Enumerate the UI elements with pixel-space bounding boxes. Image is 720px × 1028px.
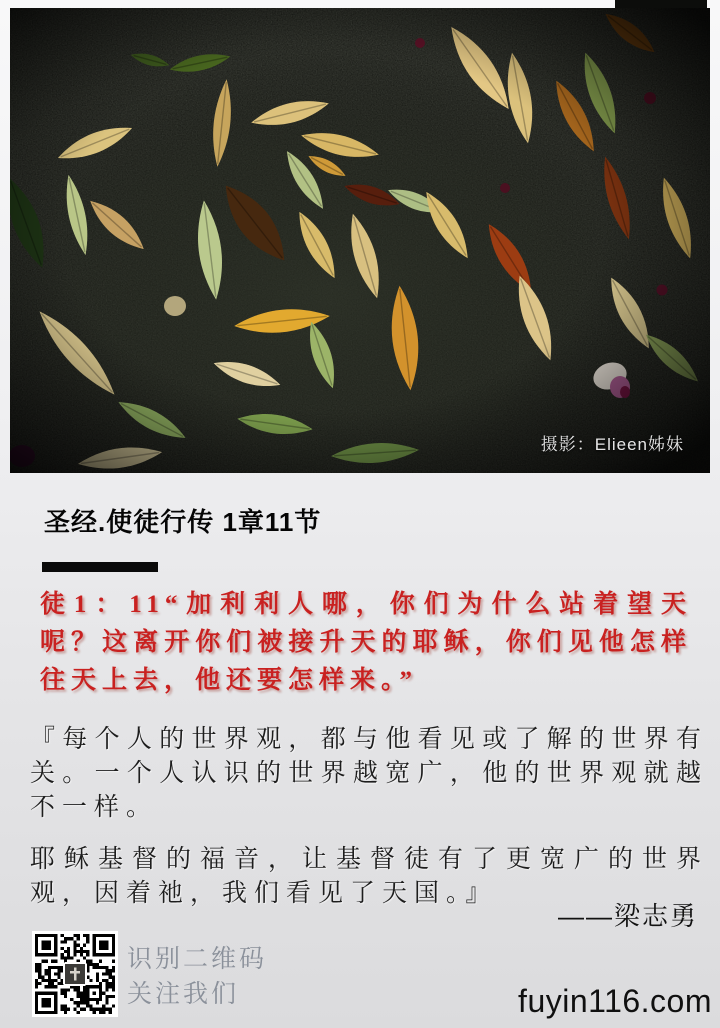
scripture-verse: 徒1：11“加利利人哪，你们为什么站着望天呢？这离开你们被接升天的耶稣，你们见他怎样往天上去，他还要怎样来。” <box>40 591 692 694</box>
qr-caption-line2: 关注我们 <box>127 980 240 1008</box>
quote-paragraph-2: 耶稣基督的福音，让基督徒有了更宽广的世界观，因着祂，我们看见了天国。』 <box>30 845 708 907</box>
divider-bar <box>42 562 158 572</box>
qr-caption-line1: 识别二维码 <box>127 945 268 973</box>
quote-paragraph-1: 『每个人的世界观，都与他看见或了解的世界有关。一个人认识的世界越宽广，他的世界观就越不一样。 <box>30 725 708 821</box>
quote-attribution: ——梁志勇 <box>557 901 698 931</box>
commentary-quote <box>30 722 708 910</box>
website-url: fuyin116.com <box>518 983 712 1019</box>
leaves-photo <box>10 8 710 473</box>
photo-credit: 摄影：Elieen姊妹 <box>540 435 684 454</box>
qr-code-pattern <box>35 934 115 1014</box>
qr-code[interactable] <box>32 931 118 1017</box>
leaves-photo-art <box>10 8 710 473</box>
qr-caption <box>127 942 267 1012</box>
page-title: 圣经.使徒行传 1章11节 <box>44 507 322 537</box>
